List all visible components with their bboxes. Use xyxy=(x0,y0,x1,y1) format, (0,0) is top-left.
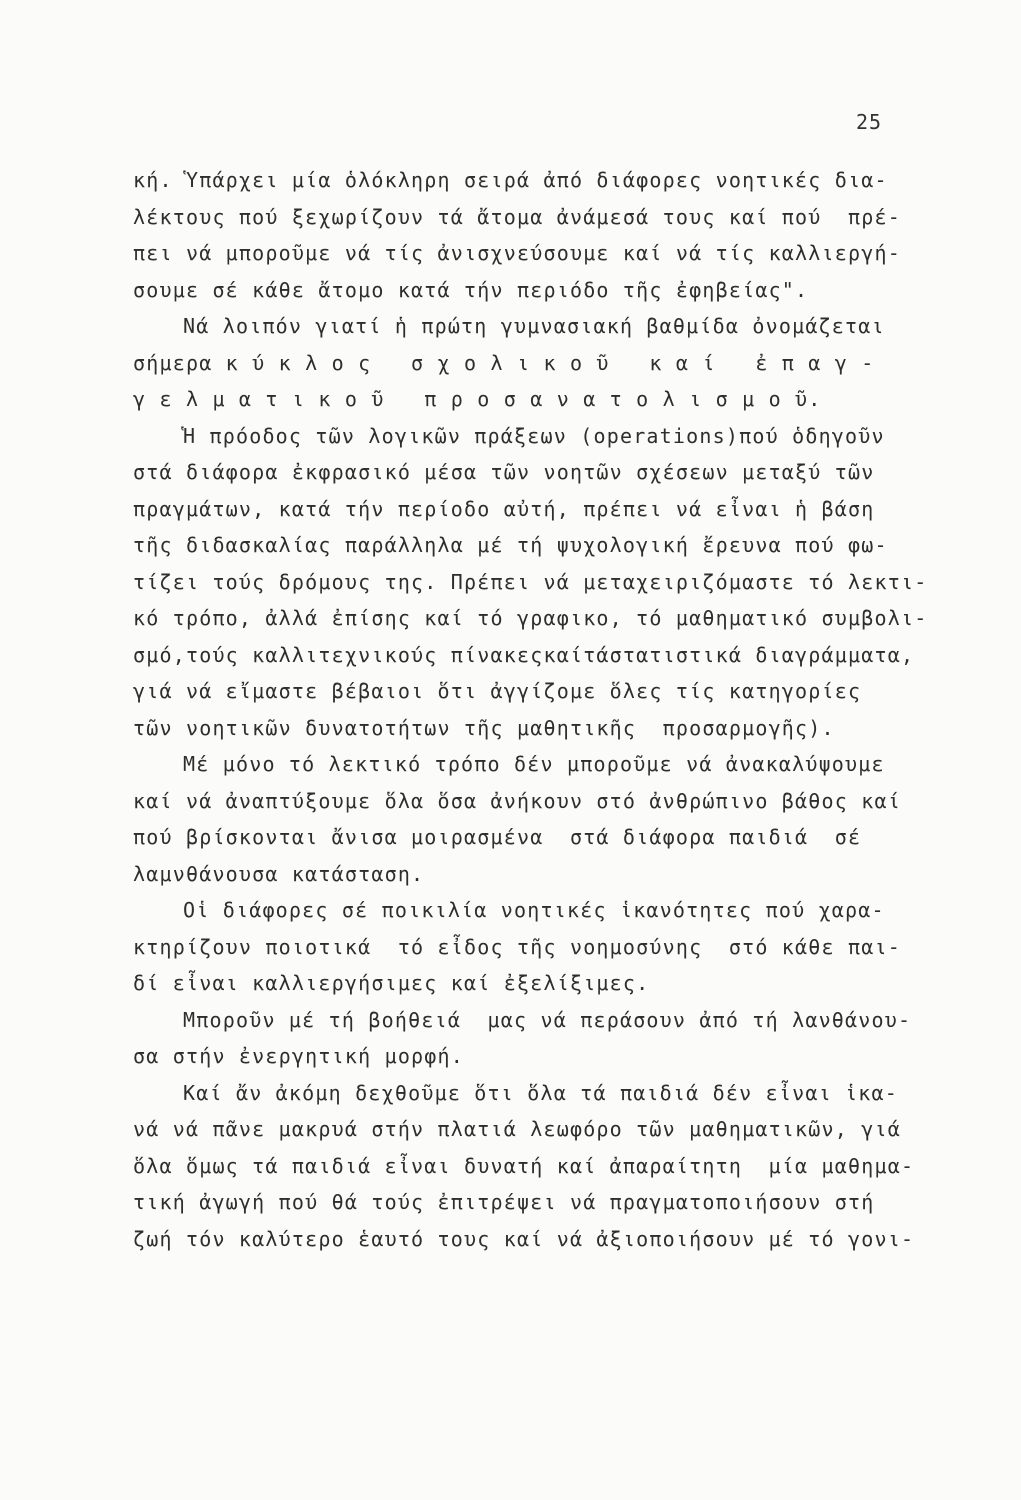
text-line: τῶν νοητικῶν δυνατοτήτων τῆς μαθητικῆς προσαρμογῆς). xyxy=(133,715,835,740)
text-line: Καί ἄν ἀκόμη δεχθοῦμε ὅτι ὅλα τά παιδιά δέν εἶναι ἱκα- xyxy=(183,1080,899,1105)
text-line-spaced: γ ε λ μ α τ ι κ ο ῦ π ρ ο σ α ν α τ ο λ ι σ μ ο ῦ. xyxy=(133,387,822,411)
text-line: καί νά ἀναπτύξουμε ὅλα ὅσα ἀνήκουν στό ἀνθρώπινο βάθος καί xyxy=(133,788,901,813)
text-line: Οἱ διάφορες σέ ποικιλία νοητικές ἱκανότητες πού χαρα- xyxy=(183,898,885,922)
text-line: τῆς διδασκαλίας παράλληλα μέ τή ψυχολογική ἔρευνα πού φω- xyxy=(133,533,888,557)
text-line: κό τρόπο, ἀλλά ἐπίσης καί τό γραφικο, τό μαθηματικό συμβολι- xyxy=(133,606,928,630)
text-line: Μέ μόνο τό λεκτικό τρόπο δέν μποροῦμε νά ἀνακαλύψουμε xyxy=(183,752,885,776)
text-line: Μποροῦν μέ τή βοήθειά μας νά περάσουν ἀπό τή λανθάνου- xyxy=(183,1007,912,1032)
text-line: πραγμάτων, κατά τήν περίοδο αὐτή, πρέπει νά εἶναι ἡ βάση xyxy=(133,496,875,521)
text-line: σουμε σέ κάθε ἄτομο κατά τήν περιόδο τῆς ἐφηβείας". xyxy=(133,277,809,302)
text-line: λέκτους πού ξεχωρίζουν τά ἄτομα ἀνάμεσά τους καί πού πρέ- xyxy=(133,204,901,229)
text-line: τική ἀγωγή πού θά τούς ἐπιτρέψει νά πραγματοποιήσουν στή xyxy=(133,1190,875,1214)
text-line: δί εἶναι καλλιεργήσιμες καί ἐξελίξιμες. xyxy=(133,971,650,995)
text-line-spaced: σήμερα κ ύ κ λ ο ς σ χ ο λ ι κ ο ῦ κ α ί ἐ π α γ - xyxy=(133,350,875,375)
text-line: ζωή τόν καλύτερο ἑαυτό τους καί νά ἀξιοποιήσουν μέ τό γονι- xyxy=(133,1226,915,1251)
text-line: νά νά πᾶνε μακρυά στήν πλατιά λεωφόρο τῶν μαθηματικῶν, γιά xyxy=(133,1117,901,1141)
page-number: 25 xyxy=(856,110,883,134)
text-line: Ἡ πρόοδος τῶν λογικῶν πράξεων (operations)πού ὁδηγοῦν xyxy=(183,423,885,448)
text-line: τίζει τούς δρόμους της. Πρέπει νά μεταχειριζόμαστε τό λεκτι- xyxy=(133,569,928,594)
text-line: ὅλα ὅμως τά παιδιά εἶναι δυνατή καί ἀπαραίτητη μία μαθημα- xyxy=(133,1153,915,1178)
text-line: στά διάφορα ἐκφρασικό μέσα τῶν νοητῶν σχέσεων μεταξύ τῶν xyxy=(133,460,875,484)
text-line: πει νά μποροῦμε νά τίς ἀνισχνεύσουμε καί νά τίς καλλιεργή- xyxy=(133,241,901,265)
text-line: κή. Ὑπάρχει μία ὁλόκληρη σειρά ἀπό διάφορες νοητικές δια- xyxy=(133,168,888,192)
body-text xyxy=(133,162,928,1257)
text-line: σμό,τούς καλλιτεχνικούς πίνακεςκαίτάστατιστικά διαγράμματα, xyxy=(133,642,915,667)
text-line: Νά λοιπόν γιατί ἡ πρώτη γυμνασιακή βαθμίδα ὀνομάζεται xyxy=(183,314,885,338)
text-line: σα στήν ἐνεργητική μορφή. xyxy=(133,1044,465,1068)
text-line: κτηρίζουν ποιοτικά τό εἶδος τῆς νοημοσύνης στό κάθε παι- xyxy=(133,934,901,959)
text-line: λαμνθάνουσα κατάσταση. xyxy=(133,861,425,886)
text-line: πού βρίσκονται ἄνισα μοιρασμένα στά διάφορα παιδιά σέ xyxy=(133,825,862,849)
text-line: γιά νά εἴμαστε βέβαιοι ὅτι ἀγγίζομε ὅλες τίς κατηγορίες xyxy=(133,679,862,703)
